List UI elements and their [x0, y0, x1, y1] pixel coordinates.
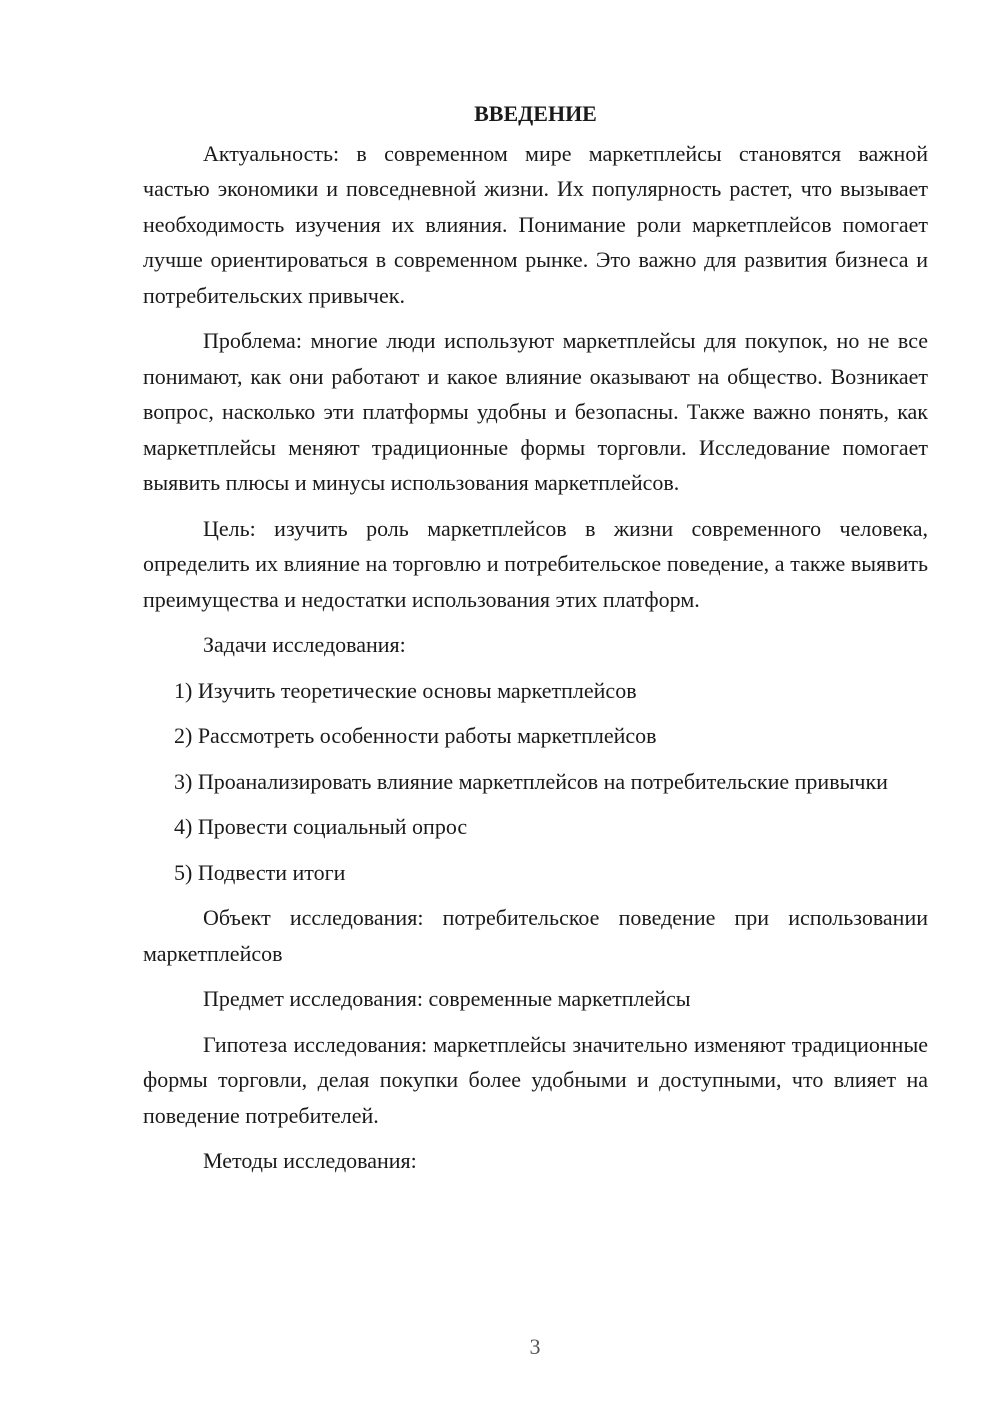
paragraph-tasks-heading: Задачи исследования: [203, 632, 406, 657]
paragraph-methods-heading: Методы исследования: [203, 1148, 417, 1173]
task-item-4: 4) Провести социальный опрос [174, 814, 468, 839]
page-number: 3 [529, 1334, 541, 1359]
paragraph-subject: Предмет исследования: современные маркетплейсы [203, 986, 691, 1011]
document-page [143, 96, 928, 1189]
paragraph-object: Объект исследования: потребительское поведение при использовании маркетплейсов [143, 905, 928, 966]
paragraph-relevance: Актуальность: в современном мире маркетплейсы становятся важной частью экономики и повседневной жизни. Их популярность растет, что вызывает необходимость изучения их влияния. Понимание роли маркетплейсов помогает лучше ориентироваться в современном рынке. Это важно для развития бизнеса и потребительских привычек. [143, 140, 928, 308]
task-item-5: 5) Подвести итоги [174, 859, 346, 885]
paragraph-goal: Цель: изучить роль маркетплейсов в жизни современного человека, определить их влияние на торговлю и потребительское поведение, а также выявить преимущества и недостатки использования этих платформ. [143, 515, 928, 612]
task-item-1: 1) Изучить теоретические основы маркетплейсов [174, 677, 637, 703]
task-item-3: 3) Проанализировать влияние маркетплейсов на потребительские привычки [174, 768, 888, 794]
task-item-2: 2) Рассмотреть особенности работы маркетплейсов [174, 723, 657, 748]
paragraph-problem: Проблема: многие люди используют маркетплейсы для покупок, но не все понимают, как они работают и какое влияние оказывают на общество. Возникает вопрос, насколько эти платформы удобны и безопасны. Также важно понять, как маркетплейсы меняют традиционные формы торговли. Исследование помогает выявить плюсы и минусы использования маркетплейсов. [143, 328, 928, 495]
paragraph-hypothesis: Гипотеза исследования: маркетплейсы значительно изменяют традиционные формы торговли, делая покупки более удобными и доступными, что влияет на поведение потребителей. [143, 1031, 928, 1128]
section-title: ВВЕДЕНИЕ [474, 101, 597, 126]
